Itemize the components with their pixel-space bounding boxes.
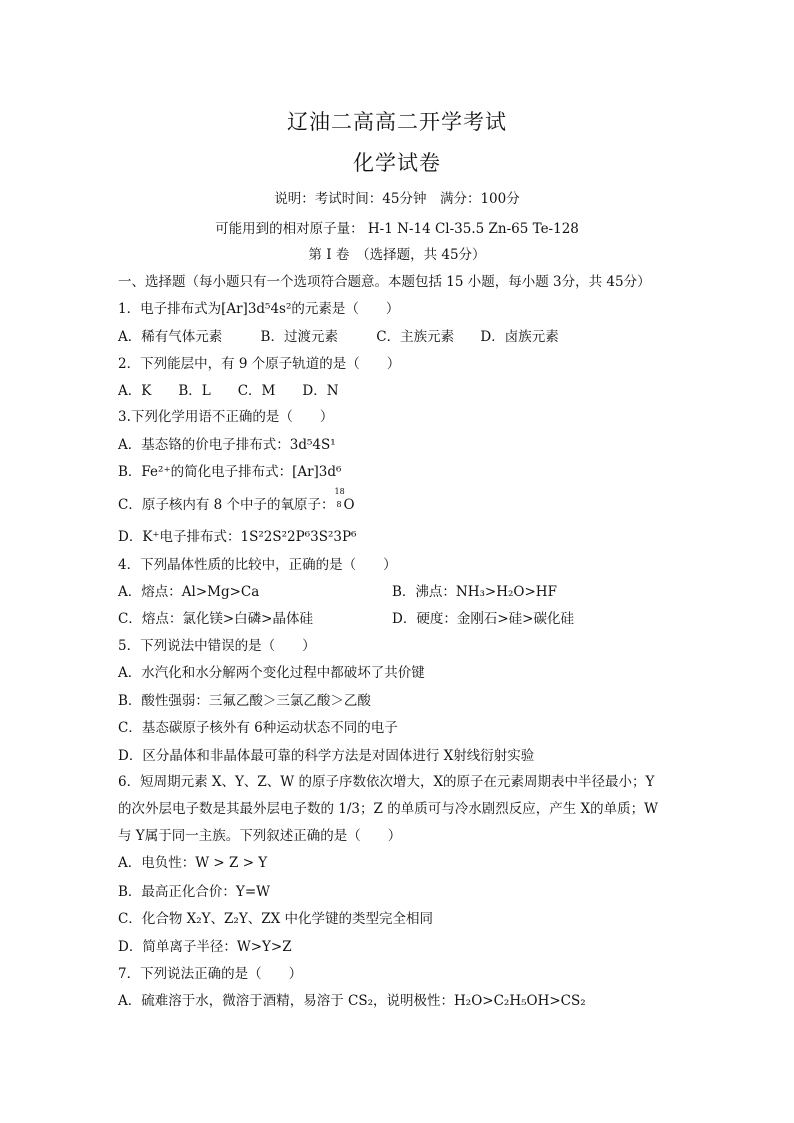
q6-option-b[interactable]: B．最高正化合价：Y=W (118, 884, 271, 900)
question-6-stem-line3: 与 Y属于同一主族。下列叙述正确的是（ ） (118, 828, 402, 844)
exam-subtitle: 化学试卷 (353, 151, 441, 175)
part-heading: 第 I 卷 （选择题，共 45分） (308, 247, 486, 263)
oxygen-symbol: O (343, 497, 355, 513)
q3-option-b[interactable]: B．Fe²⁺的简化电子排布式：[Ar]3d⁶ (118, 464, 342, 480)
q6-option-c[interactable]: C．化合物 X₂Y、Z₂Y、ZX 中化学键的类型完全相同 (118, 911, 434, 927)
q5-option-a[interactable]: A．水汽化和水分解两个变化过程中都破坏了共价键 (118, 665, 425, 681)
q5-option-d[interactable]: D．区分晶体和非晶体最可靠的科学方法是对固体进行 X射线衍射实验 (118, 748, 535, 764)
q3-option-c-text: C．原子核内有 8 个中子的氧原子： (118, 497, 335, 513)
question-6-stem-line2: 的次外层电子数是其最外层电子数的 1/3；Z 的单质可与冷水剧烈反应，产生 X的单质；W (118, 801, 658, 817)
q3-option-d[interactable]: D．K⁺电子排布式：1S²2S²2P⁶3S²3P⁶ (118, 529, 357, 545)
question-5-stem: 5．下列说法中错误的是（ ） (118, 638, 316, 654)
q1-option-d[interactable]: D．卤族元素 (480, 329, 559, 345)
q2-options[interactable]: A．K B．L C．M D．N (118, 383, 339, 399)
q4-option-d[interactable]: D．硬度：金刚石>硅>碳化硅 (392, 611, 574, 627)
q6-option-a[interactable]: A．电负性：W > Z > Y (118, 855, 268, 871)
question-1-stem: 1．电子排布式为[Ar]3d⁵4s²的元素是（ ） (118, 301, 400, 317)
q6-option-d[interactable]: D．简单离子半径：W>Y>Z (118, 939, 292, 955)
q1-option-a[interactable]: A．稀有气体元素 (118, 329, 223, 345)
q7-option-a[interactable]: A．硫难溶于水，微溶于酒精，易溶于 CS₂，说明极性：H₂O>C₂H₅OH>CS₂ (118, 993, 586, 1009)
atomic-masses: 可能用到的相对原子量： H-1 N-14 Cl-35.5 Zn-65 Te-128 (215, 221, 579, 237)
question-3-stem: 3.下列化学用语不正确的是（ ） (118, 409, 334, 425)
oxygen-isotope: 18 8 (334, 487, 345, 509)
q1-option-c[interactable]: C．主族元素 (376, 329, 455, 345)
question-2-stem: 2．下列能层中，有 9 个原子轨道的是（ ） (118, 356, 401, 372)
q4-option-b[interactable]: B．沸点：NH₃>H₂O>HF (392, 584, 557, 600)
exam-title: 辽油二高高二开学考试 (287, 110, 507, 134)
question-7-stem: 7．下列说法正确的是（ ） (118, 966, 303, 982)
q5-option-b[interactable]: B．酸性强弱：三氟乙酸＞三氯乙酸＞乙酸 (118, 693, 371, 709)
question-1-options (118, 325, 559, 345)
q1-option-b[interactable]: B．过渡元素 (260, 329, 338, 345)
q5-option-c[interactable]: C．基态碳原子核外有 6种运动状态不同的电子 (118, 720, 398, 736)
question-4-stem: 4．下列晶体性质的比较中，正确的是（ ） (118, 557, 397, 573)
q4-option-c[interactable]: C．熔点：氯化镁>白磷>晶体硅 (118, 611, 313, 627)
question-6-stem-line1: 6．短周期元素 X、Y、Z、W 的原子序数依次增大，X的原子在元素周期表中半径最小；Y (118, 774, 655, 790)
exam-info: 说明：考试时间：45分钟 满分：100分 (274, 191, 520, 207)
q3-option-a[interactable]: A．基态铬的价电子排布式：3d⁵4S¹ (118, 437, 336, 453)
q4-option-a[interactable]: A．熔点：Al>Mg>Ca (118, 584, 260, 600)
section-heading: 一、选择题（每小题只有一个选项符合题意。本题包括 15 小题，每小题 3分，共 45分） (118, 274, 651, 290)
q3-option-c[interactable] (118, 487, 355, 513)
